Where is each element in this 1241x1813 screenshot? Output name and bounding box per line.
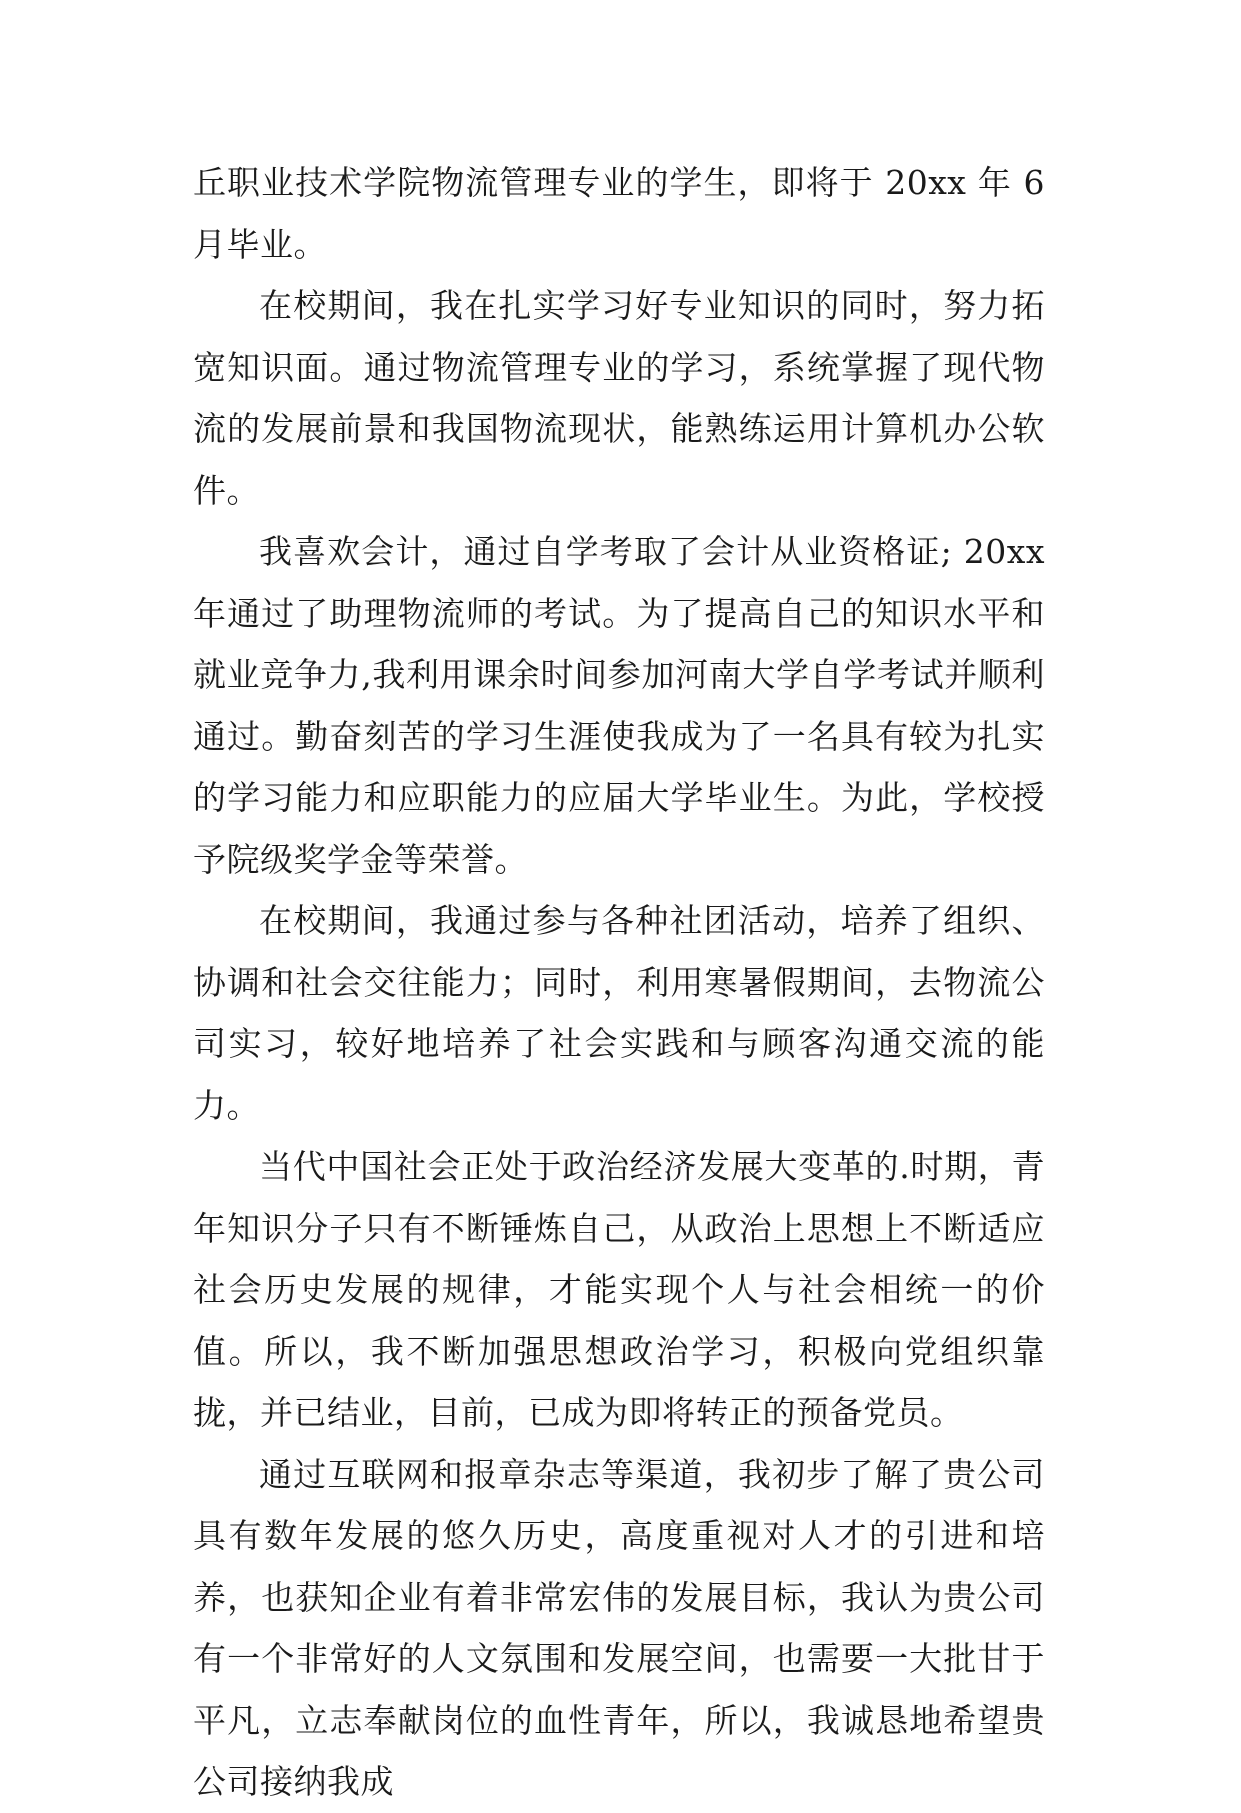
paragraph-5: 当代中国社会正处于政治经济发展大变革的.时期，青年知识分子只有不断锤炼自己，从政治上思想上不断适应社会历史发展的规律，才能实现个人与社会相统一的价值。所以，我不断加强思想政治学习，积极向党组织靠拢，并已结业，目前，已成为即将转正的预备党员。 xyxy=(193,1147,1045,1432)
paragraph-6: 通过互联网和报章杂志等渠道，我初步了解了贵公司具有数年发展的悠久历史，高度重视对人才的引进和培养，也获知企业有着非常宏伟的发展目标，我认为贵公司有一个非常好的人文氛围和发展空间，也需要一大批甘于平凡，立志奉献岗位的血性青年，所以，我诚恳地希望贵公司接纳我成 xyxy=(193,1454,1045,1801)
body-text xyxy=(193,152,1045,1813)
paragraph-1: 丘职业技术学院物流管理专业的学生，即将于 20xx 年 6 月毕业。 xyxy=(193,163,1045,264)
paragraph-3: 我喜欢会计，通过自学考取了会计从业资格证; 20xx 年通过了助理物流师的考试。为了提高自己的知识水平和就业竞争力,我利用课余时间参加河南大学自学考试并顺利通过。勤奋刻苦的学习生涯使我成为了一名具有较为扎实的学习能力和应职能力的应届大学毕业生。为此，学校授予院级奖学金等荣誉。 xyxy=(193,532,1045,879)
paragraph-4: 在校期间，我通过参与各种社团活动，培养了组织、协调和社会交往能力；同时，利用寒暑假期间，去物流公司实习，较好地培养了社会实践和与顾客沟通交流的能力。 xyxy=(193,901,1045,1125)
paragraph-2: 在校期间，我在扎实学习好专业知识的同时，努力拓宽知识面。通过物流管理专业的学习，系统掌握了现代物流的发展前景和我国物流现状，能熟练运用计算机办公软件。 xyxy=(193,286,1045,510)
